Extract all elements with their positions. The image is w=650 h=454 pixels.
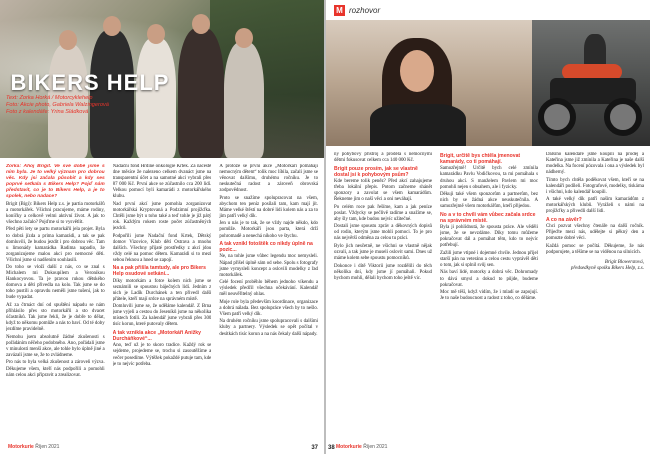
right-column-3-body — [546, 152, 644, 256]
folio-brand: Motorkurie — [336, 444, 362, 450]
article-paragraph: Podpořili jsme Nadační fond Krtek, Dětský domov Vizovice, Klub dětí Ostrava a mnoho dalších. Všechny přijaté prostředky z akcí jdou vždy celé na pomoc dětem. Kamarádi si to mezi sebou řeknou a hned se zapojí. — [112, 233, 212, 263]
article-paragraph: Moje role byla především koordinace, organizace a dobrá nálada. Bez spolupráce všech by to nešlo. Všem patří velký dík. — [219, 299, 319, 317]
credit-calendar: Foto z kalendáře: Yrina Sládková — [6, 109, 89, 115]
article-subheading: A tak vznikla akce „Motorkáři Anižky Durcháňkové“... — [112, 330, 201, 343]
article-paragraph: Až za čtrnáct dní od spuštění nápadu se nám přihlásilo přes sto motorkářů a sto dvacet účastníků. Tak jsme řekli, že je dobře to dělat, když to někomu pomůže a nás to baví. Od té doby jezdíme pravidelně. — [6, 303, 105, 333]
article-paragraph: Chci pozvat všechny čtenáře na další ročník. Přijeďte mezi nás, udělejte si pěkný den a pomozte dobré věci. — [546, 224, 644, 242]
magazine-logo-icon: M — [334, 5, 345, 16]
article-paragraph: Děkuji také všem sponzorům a partnerům, bez nich by se žádná akce neuskutečnila. A samozřejmě všem motorkářům, kteří přijedou. — [440, 192, 538, 210]
article-paragraph: Nadační fond Hrdiné onkologie Krtek. Za nacestě dne měsíce že nalezeno celkem dvanáct jsme na transparentní účet a na samotné akci vybrali přes 87 000 Kč. První akce se zúčastnilo cca 200 lidí. Velkou pomocí byli kamarádi z motorkářského klubu. — [112, 164, 212, 200]
page-number-right: 38 — [328, 445, 335, 451]
signature-name: Brigit Blowerstová, — [604, 259, 644, 265]
left-folio — [8, 444, 59, 450]
left-column-2 — [113, 164, 212, 440]
article-paragraph: Zorka: Ahoj Brigit. Ve své době jsme s ním byla. Je to velký význam pro dobrou věc. Kdy jsi začala působit a kdy ses poprvé setkala s Bikers Help? Pojď nám představit, co je to Bikers Help, a je to spolek, nebo nadace? — [6, 164, 105, 200]
article-paragraph: Každá pomoc se počítá. Děkujeme, že nás podporujete, a těšíme se na viděnou na silnicích. — [546, 243, 644, 255]
section-name: rozhovor — [349, 6, 381, 15]
article-paragraph: Kde bereme tolik peněz? Před akcí zahajujeme třeba lokální přepis. Potom začneme shánět sponzory a zavolat se všem kamarádům. Řekneme jim o naší věci a oni neváhají. — [334, 179, 432, 203]
article-paragraph: Proto se snažíme spolupracovat na všem, abychom ten peníz posílali tam, kam mají jít. Máme velké štěstí na dobré lidi kolem nás a za to jim patří velký dík. — [219, 195, 319, 219]
article-paragraph: Samozřejmě! Určitě bych celé zmínila kamarádku Pavlu Vodičkovou, ta mi pomáhala s druhou akcí. S manželem Pavlem mi moc pomohli nejen s obsahem, ale i fyzicky. — [440, 166, 538, 190]
article-paragraph: Domluvili jsme se, že uděláme kalendář. Z Brna jsme vyjeli a cestou do Jeseníků jsme na několika místech fotili. Za kalendář jsme vybrali přes 300 tisíc korun, které putovaly dětem. — [112, 304, 212, 328]
motorcycle-photo — [532, 20, 650, 146]
right-column-2 — [440, 152, 538, 438]
author-signature — [546, 260, 644, 272]
right-column-3 — [546, 152, 644, 438]
article-paragraph: Na druhém ročníku jsme spolupracovali s dalšími kluby a partnery. Výsledek se opět počítal v desítkách tisíc korun a na nás čekaly další nápady. — [219, 319, 319, 337]
right-page — [326, 0, 650, 454]
hero-photo — [0, 0, 324, 158]
portrait-photo — [326, 20, 532, 146]
article-paragraph: Zažili jsme vtipné i dojemné chvíle. Jednou přijel starší pán na veteránu a celou cestu vyprávěl děti o tom, jak si splnil svůj sen. — [440, 250, 538, 268]
folio-issue: Říjen 2021 — [363, 444, 388, 450]
left-page — [0, 0, 324, 454]
right-column-1 — [334, 152, 432, 438]
article-headline: BIKERS HELP — [10, 70, 170, 95]
article-credits — [6, 95, 206, 116]
credit-text: Text: Zorka Horká / Motorcyklehelp — [6, 95, 93, 101]
credit-photo: Foto: Akcie photo, Gabriela Walzingerová — [6, 102, 109, 108]
article-paragraph: Jen u nás je to tak, že se vždy najde někdo, kdo pomůže. Motorkáři jsou parta, která drží pohromadě a nenechá nikoho ve štychu. — [219, 221, 319, 239]
signature-role: předsedkyně spolku Bikers Help, z.s. — [570, 265, 644, 271]
article-paragraph: Po celém roce pak řešíme, kam a jak peníze poslat. Vždycky se pečlivě radíme a snažíme se, aby šly tam, kde budou nejvíc užitečné. — [334, 204, 432, 222]
article-paragraph: Do toho se vloží další z nás, co se znal s Michalem mi Dokoupilem a Veronikou Hankocyovou. Ta je pravou rukou dětského domova a děti přivedla na kolo. Tak jsme se do toho pustili a opravdu neměli jsme tušení, jak to bude vypadat. — [6, 265, 105, 301]
article-paragraph: Nemohu jsem absolutně žádné zkušenosti s pořádáním něčeho podobného. Ano, pořádali jsme v minulosti menší akce, ale tohle bylo úplně jiné a zavázali jsme se, že to zvládneme. — [6, 334, 105, 358]
article-paragraph: Nad první akcí jsme pomohla zorganizovat motorkářská Kryptovaná a Podzimní projížďka. Chtěli jsme být u toho také a teď tohle je již pátý rok. Každým rokem roste počet zúčastněných jezdců. — [112, 201, 212, 231]
article-paragraph: Dostali jsme spoustu zpráv a děkovných dopisů od rodin, kterým jsme mohli pomoci. To je pro nás největší odměna za celou tu práci. — [334, 224, 432, 242]
page-number-left: 37 — [311, 445, 318, 451]
article-paragraph: ny pohybový přístroj a prodělá s nemocnými dětmi fokusovat celkem cca 140 000 Kč. — [334, 152, 432, 164]
right-folio — [336, 444, 387, 450]
section-header — [334, 5, 380, 16]
left-article-columns — [6, 164, 318, 440]
article-paragraph: Pro nás to byla velká zkušenost a zároveň výzva. Děkujeme všem, kteří nás podpořili a pomohli nám celou akci připravit a zrealizovat. — [6, 360, 105, 378]
article-subheading: A tak vznikl fotoštěk co nikdy úplně na pozic... — [219, 241, 313, 254]
article-subheading: No a v to chvíli vám vůbec začala srdce na správném místě. — [440, 211, 536, 224]
article-paragraph: Dalšího kalendáře jsme koupili na prodej a Kateřina jsme již zmínila a Kateřina je naše další modelka. Na focení pózovala i ona a výsledek byl nádherný. — [546, 152, 644, 176]
article-paragraph: Celé focení proběhlo během jednoho víkendu a výsledek předčil všechna očekávání. Kalendář měl neuvěřitelný ohlas. — [219, 280, 319, 298]
right-article-columns — [334, 152, 644, 438]
article-paragraph: Ano, teď už je to skoro tradice. Každý rok se sejdeme, projedeme se, trochu si zasoutěžíme a večer posedíme. Výtěžek pokaždé putuje tam, kde je to nejvíc potřeba. — [112, 343, 212, 367]
article-subheading: Na a pak přišla tamtudy, ale pro Bikers Help osudové setkání... — [112, 265, 206, 278]
article-paragraph: Ne, na tohle jsme vůbec legendu moc nemysleli. Nápad přišel úplně sám od sebe. Spolu s fotografy jsme vymysleli koncept a oslovili modelky z řad motorkářek. — [219, 254, 319, 278]
left-column-3 — [219, 164, 318, 440]
article-paragraph: Brigit (Bigi): Bikers Help z.s. je partia motorkářů a motorkářek. Všichni pracujeme, máme rodiny, koníčky a celkově velmi aktivní život. A jak to všechno začalo? Pojďme si to vysvětlit. — [6, 201, 105, 225]
article-paragraph: Moc mě těší, když vidím, že i mladí se zapojují. Je to naše budoucnost a radost z toho, co děláme. — [440, 290, 538, 302]
article-subheading: Brigit pouze prosím, jak se vlastně dostal jsi k pohybovým psům? — [334, 165, 418, 178]
article-paragraph: Dokonce i dítě Viktorii jsme rozdělili do těch několika dní, kdy jsme jí pomáhali. Pokud bychom mohli, dělali bychom toho ještě víc. — [334, 263, 432, 281]
article-paragraph: A protože se první akce „Motorkáři pomáhají nemocným dětem“ tolik moc líbila, začali jsme se věnovat dalšímu, druhému ročníku. Je to neskutečná radost a zároveň obrovská zodpovědnost. — [219, 164, 319, 194]
article-paragraph: A také velký dík patří našim kamarádům z motorkářských klubů. Vyráželi s námi na projížďky a přivedli další lidi. — [546, 197, 644, 215]
article-subheading: A co na závěr? — [546, 216, 582, 223]
folio-issue: Říjen 2021 — [35, 444, 60, 450]
folio-brand: Motorkurie — [8, 444, 34, 450]
article-paragraph: Bylo jich nesčetně, ne všichni se vlastně nějak ozvali, a tak jsme je museli oslovit sami. Dnes už máme kolem sebe spoustu pomocníků. — [334, 243, 432, 262]
article-paragraph: Díky motorkám a fotce kolem nich jsme se seznámili se spoustou báječných lidí. Jedním z nich je Ladík Durchánek a ten přivedl další přátele, kteří mají srdce na správném místě. — [112, 278, 212, 302]
article-paragraph: Nás baví lidé, motorky a dobrá věc. Dohromady to dává smysl a dokud to půjde, budeme pokračovat. — [440, 270, 538, 288]
left-column-1 — [6, 164, 105, 440]
article-subheading: Brigit, určitě bys chtěla jmenovat kamarády, co ti pomáhají. — [440, 153, 521, 166]
article-paragraph: Byla ji pohlídnutá, že spousta práce. Ale věděli jsme, že se nevzdáme. Díky tomu můžeme pokračovat dál a pomáhat těm, kdo to nejvíc potřebují. — [440, 225, 538, 249]
article-paragraph: Tímto bych chtěla poděkovat všem, kteří se na kalendáři podíleli. Fotografové, modelky, tiskárna i všichni, kdo kalendář koupili. — [546, 177, 644, 195]
article-paragraph: Před pěti lety se partu motorkářů jela projet. Byla to dobrá jízda a prima kamarádi, a tak se pak domluvili, že budou jezdit i pro dobrou věc. Tam u limonády kamarádka Radima napadlo, že zorganizujeme malou akci pro nemocné děti. Všichni jsme si nadšením souhlasili. — [6, 227, 105, 263]
